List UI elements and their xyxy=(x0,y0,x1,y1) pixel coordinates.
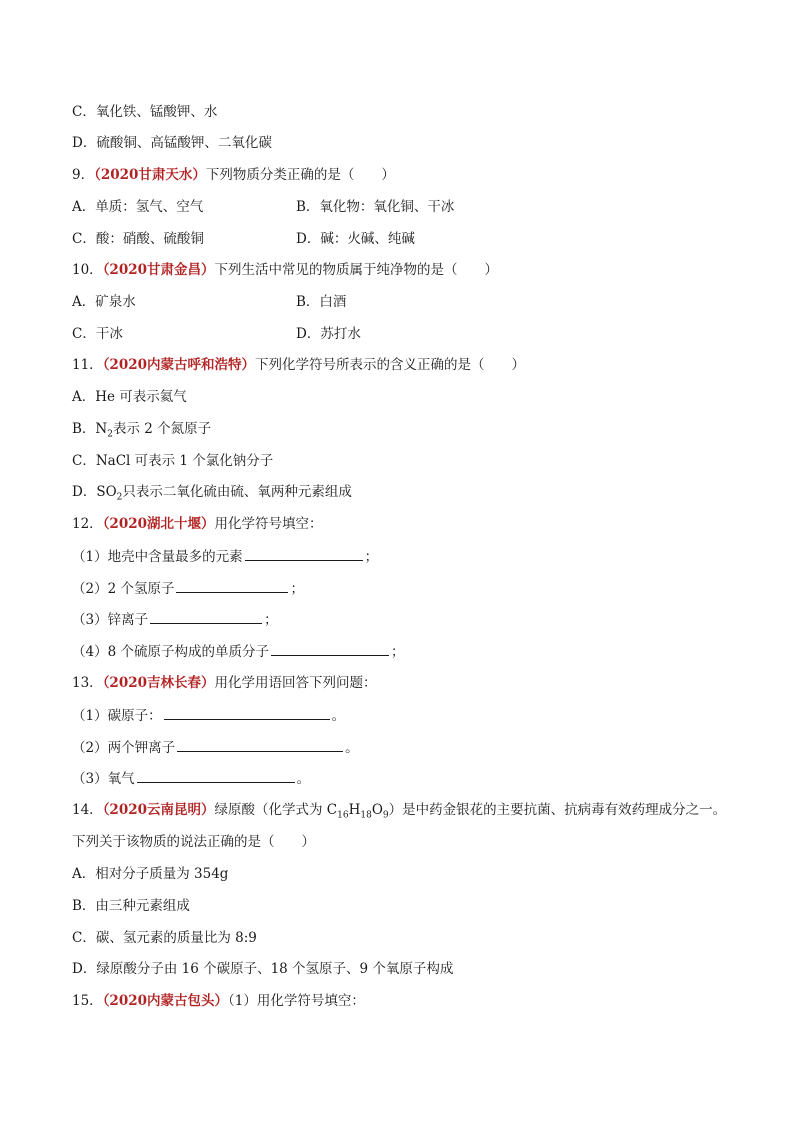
q13-item-1-text: （1）碳原子： xyxy=(72,708,162,724)
answer-blank[interactable] xyxy=(150,609,262,624)
q12-item-1-text: （1）地壳中含量最多的元素 xyxy=(72,549,243,565)
q10-option-b: B．白酒 xyxy=(296,294,347,310)
q11-option-d xyxy=(72,482,352,502)
q9-options-cd xyxy=(72,229,415,249)
q9-option-d: D．碱：火碱、纯碱 xyxy=(296,231,415,247)
q12-stem xyxy=(72,514,323,534)
q13-stem xyxy=(72,673,377,693)
q13-item-3-end: 。 xyxy=(296,771,311,787)
q12-item-3 xyxy=(72,609,278,630)
q12-item-4-text: （4）8 个硫原子构成的单质分子 xyxy=(72,644,269,660)
q12-item-1 xyxy=(72,546,378,567)
q9-option-a: A．单质：氢气、空气 xyxy=(72,199,204,215)
q11-option-d-subscript: 2 xyxy=(116,492,123,503)
q12-number: 12． xyxy=(72,516,103,532)
q14-formula-subscript: 16 xyxy=(337,810,349,821)
q14-option-c: C．碳、氢元素的质量比为 8:9 xyxy=(72,930,257,946)
answer-blank[interactable] xyxy=(137,768,295,783)
q11-option-a: A．He 可表示氦气 xyxy=(72,389,187,405)
answer-blank[interactable] xyxy=(164,705,330,720)
q12-item-1-end: ； xyxy=(364,549,379,565)
q10-text: 下列生活中常见的物质属于纯净物的是（ ） xyxy=(214,262,499,278)
q10-source: （2020甘肃金昌） xyxy=(102,262,215,278)
q12-item-4 xyxy=(72,641,404,662)
q11-text: 下列化学符号所表示的含义正确的是（ ） xyxy=(255,357,526,373)
q13-item-2 xyxy=(72,737,359,758)
q11-option-d-rest: 只表示二氧化硫由硫、氧两种元素组成 xyxy=(122,484,352,500)
q11-option-d-text: D．SO xyxy=(72,484,117,500)
q9-stem xyxy=(72,165,395,185)
q14-option-a: A．相对分子质量为 354g xyxy=(72,866,229,882)
answer-blank[interactable] xyxy=(177,737,343,752)
q13-number: 13． xyxy=(72,675,103,691)
q10-options-cd xyxy=(72,324,361,344)
q12-item-2 xyxy=(72,578,304,599)
q12-item-4-end: ； xyxy=(390,644,405,660)
q13-item-3 xyxy=(72,768,310,789)
q12-source: （2020湖北十堰） xyxy=(102,516,215,532)
q8-option-c: C．氧化铁、锰酸钾、水 xyxy=(72,104,218,120)
q9-option-c: C．酸：硝酸、硫酸铜 xyxy=(72,231,204,247)
q15-stem xyxy=(72,991,365,1011)
q14-text: 绿原酸（化学式为 C xyxy=(214,802,338,818)
q14-formula-h: H xyxy=(348,802,361,818)
q9-number: 9． xyxy=(72,167,95,183)
q14-stem-line-2: 下列关于该物质的说法正确的是（ ） xyxy=(72,834,315,850)
q10-option-c: C．干冰 xyxy=(72,326,123,342)
q12-item-2-end: ； xyxy=(290,581,304,597)
q13-item-1-end: 。 xyxy=(331,708,346,724)
q12-item-3-text: （3）锌离子 xyxy=(72,612,149,628)
q14-number: 14． xyxy=(72,802,103,818)
q11-option-b xyxy=(72,419,211,439)
q8-option-d: D．硫酸铜、高锰酸钾、二氧化碳 xyxy=(72,135,272,151)
q10-stem xyxy=(72,260,498,280)
q9-options-ab xyxy=(72,197,455,217)
q13-item-1 xyxy=(72,705,345,726)
q9-text: 下列物质分类正确的是（ ） xyxy=(205,167,395,183)
q11-source: （2020内蒙古呼和浩特） xyxy=(102,357,256,373)
q13-item-3-text: （3）氧气 xyxy=(72,771,135,787)
q11-option-c: C．NaCl 可表示 1 个氯化钠分子 xyxy=(72,453,274,469)
q12-item-3-end: ； xyxy=(264,612,278,628)
answer-blank[interactable] xyxy=(271,641,389,656)
q14-formula-subscript: 9 xyxy=(382,810,389,821)
q11-stem xyxy=(72,355,525,375)
q13-item-2-end: 。 xyxy=(345,740,359,756)
q9-source: （2020甘肃天水） xyxy=(94,167,206,183)
q14-text-rest: ）是中药金银花的主要抗菌、抗病毒有效药理成分之一。 xyxy=(388,802,727,818)
q14-option-d: D．绿原酸分子由 16 个碳原子、18 个氢原子、9 个氧原子构成 xyxy=(72,961,454,977)
q14-option-b: B．由三种元素组成 xyxy=(72,898,190,914)
q10-option-d: D．苏打水 xyxy=(296,326,361,342)
q9-option-b: B．氧化物：氧化铜、干冰 xyxy=(296,199,455,215)
q13-text: 用化学用语回答下列问题： xyxy=(214,675,377,691)
q12-text: 用化学符号填空： xyxy=(214,516,323,532)
q13-item-2-text: （2）两个钾离子 xyxy=(72,740,176,756)
q15-number: 15． xyxy=(72,993,103,1009)
q12-item-2-text: （2）2 个氢原子 xyxy=(72,581,175,597)
q14-source: （2020云南昆明） xyxy=(102,802,215,818)
q14-stem xyxy=(72,800,726,820)
q13-source: （2020吉林长春） xyxy=(102,675,215,691)
answer-blank[interactable] xyxy=(176,578,288,593)
q10-number: 10． xyxy=(72,262,103,278)
answer-blank[interactable] xyxy=(245,546,363,561)
q15-text: （1）用化学符号填空： xyxy=(228,993,365,1009)
q15-source: （2020内蒙古包头） xyxy=(102,993,229,1009)
q14-formula-o: O xyxy=(371,802,383,818)
q10-options-ab xyxy=(72,292,347,312)
q10-option-a: A．矿泉水 xyxy=(72,294,136,310)
q11-option-b-subscript: 2 xyxy=(107,429,113,440)
q14-formula-subscript: 18 xyxy=(360,810,372,821)
q11-number: 11． xyxy=(72,357,103,373)
q11-option-b-text: B．N xyxy=(72,421,108,437)
q11-option-b-rest: 表示 2 个氮原子 xyxy=(112,421,212,437)
